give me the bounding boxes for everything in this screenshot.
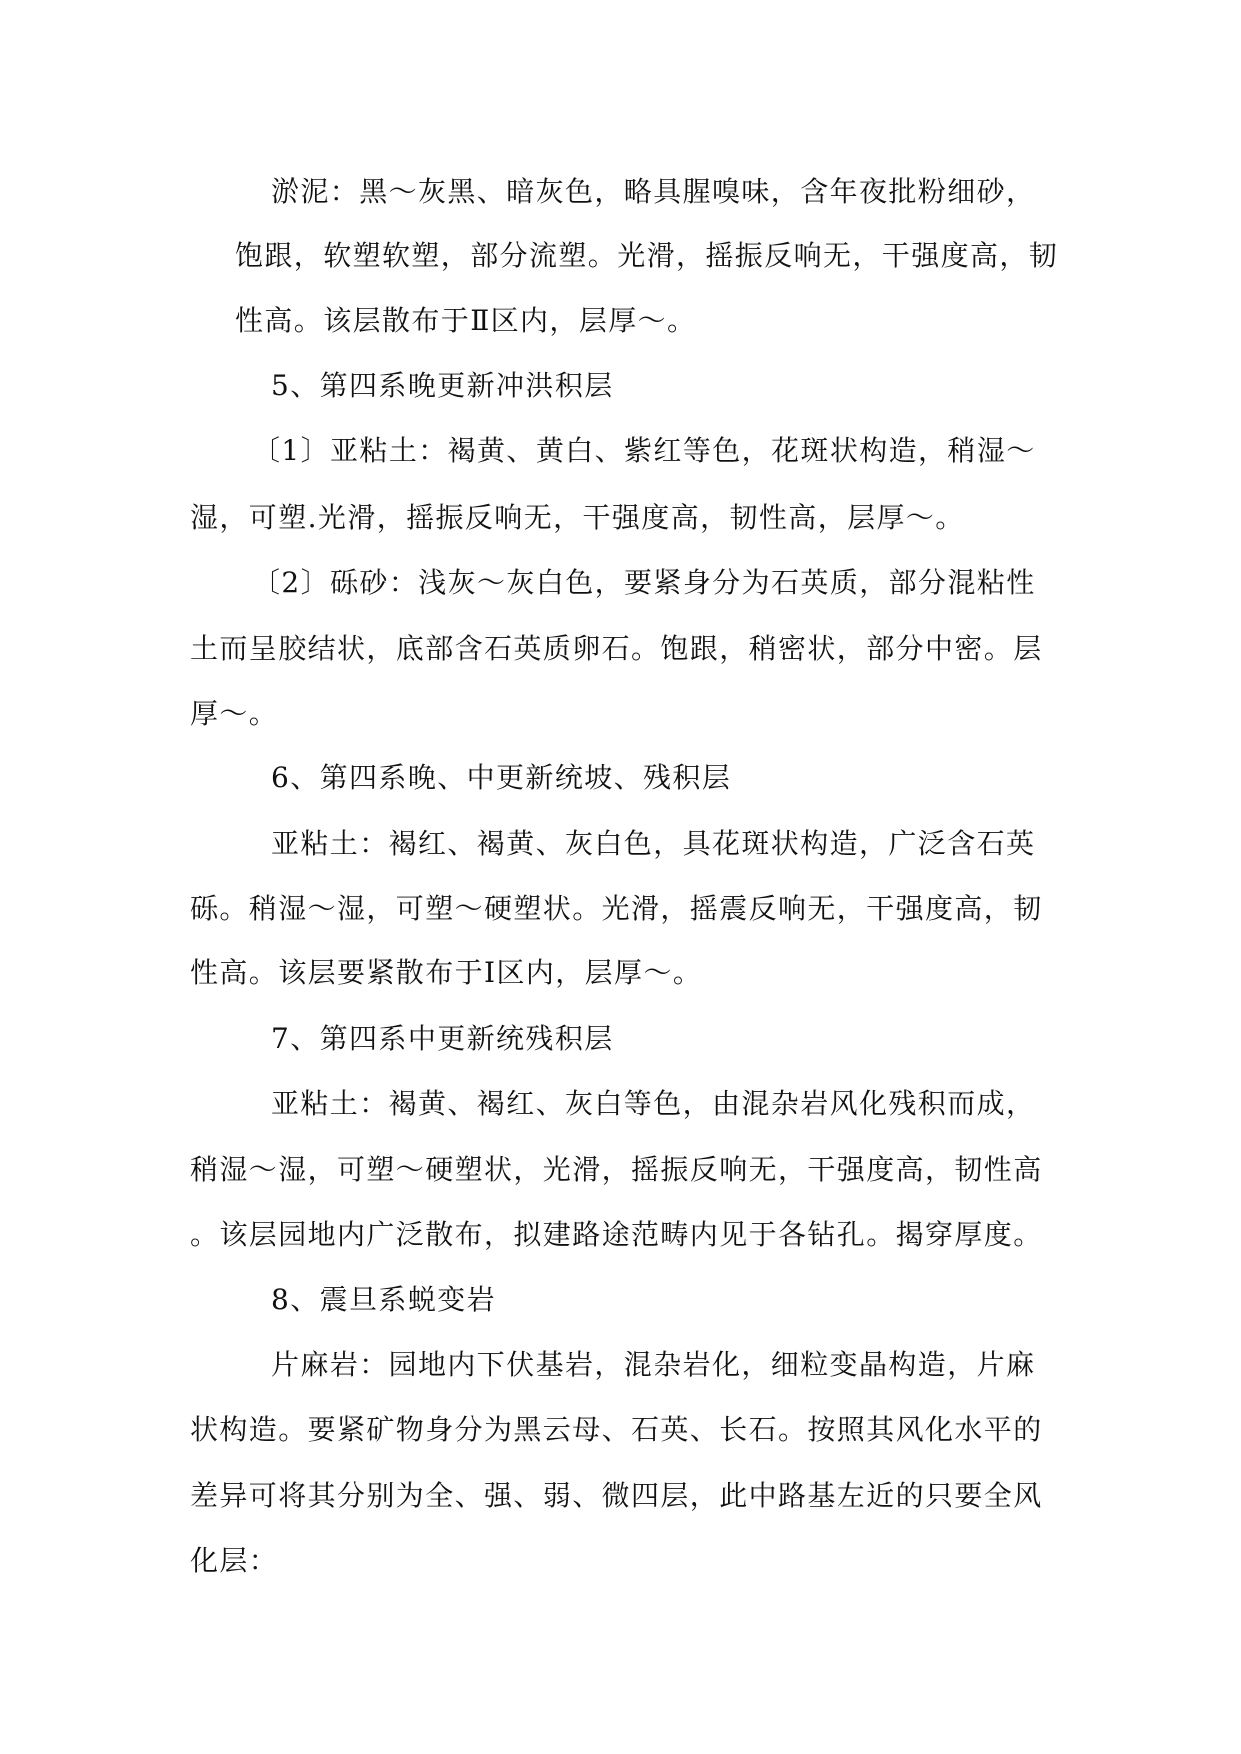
body-text-line: 性高。该层要紧散布于Ⅰ区内，层厚～。 <box>190 956 703 989</box>
body-text-line: 淤泥：黑～灰黑、暗灰色，略具腥嗅味，含年夜批粉细砂， <box>271 175 1036 208</box>
body-text-line: 亚粘土：褐红、褐黄、灰白色，具花斑状构造，广泛含石英 <box>271 827 1036 860</box>
body-text-line: 厚～。 <box>190 697 279 730</box>
body-text-line: 。该层园地内广泛散布，拟建路途范畴内见于各钻孔。揭穿厚度。 <box>190 1218 1043 1251</box>
section-heading: 8、震旦系蜕变岩 <box>271 1283 497 1316</box>
body-text-line: 〔2〕砾砂：浅灰～灰白色，要紧身分为石英质，部分混粘性 <box>252 566 1036 599</box>
section-heading: 5、第四系晚更新冲洪积层 <box>271 369 614 402</box>
body-text-line: 化层： <box>190 1544 279 1577</box>
body-text-line: 土而呈胶结状，底部含石英质卵石。饱跟，稍密状，部分中密。层 <box>190 632 1043 665</box>
section-heading: 6、第四系晚、中更新统坡、残积层 <box>271 761 732 794</box>
body-text-line: 性高。该层散布于Ⅱ区内，层厚～。 <box>235 304 697 337</box>
body-text-line: 差异可将其分别为全、强、弱、微四层，此中路基左近的只要全风 <box>190 1479 1043 1512</box>
body-text-line: 亚粘土：褐黄、褐红、灰白等色，由混杂岩风化残积而成， <box>271 1087 1036 1120</box>
section-heading: 7、第四系中更新统残积层 <box>271 1022 614 1055</box>
body-text-line: 状构造。要紧矿物身分为黑云母、石英、长石。按照其风化水平的 <box>190 1413 1043 1446</box>
body-text-line: 湿，可塑.光滑，摇振反响无，干强度高，韧性高，层厚～。 <box>190 501 965 534</box>
body-text-line: 砾。稍湿～湿，可塑～硬塑状。光滑，摇震反响无，干强度高，韧 <box>190 892 1043 925</box>
body-text-line: 饱跟，软塑软塑，部分流塑。光滑，摇振反响无，干强度高，韧 <box>235 239 1059 272</box>
body-text-line: 〔1〕亚粘土：褐黄、黄白、紫红等色，花斑状构造，稍湿～ <box>252 434 1036 467</box>
body-text-line: 片麻岩：园地内下伏基岩，混杂岩化，细粒变晶构造，片麻 <box>271 1348 1036 1381</box>
body-text-line: 稍湿～湿，可塑～硬塑状，光滑，摇振反响无，干强度高，韧性高 <box>190 1153 1043 1186</box>
